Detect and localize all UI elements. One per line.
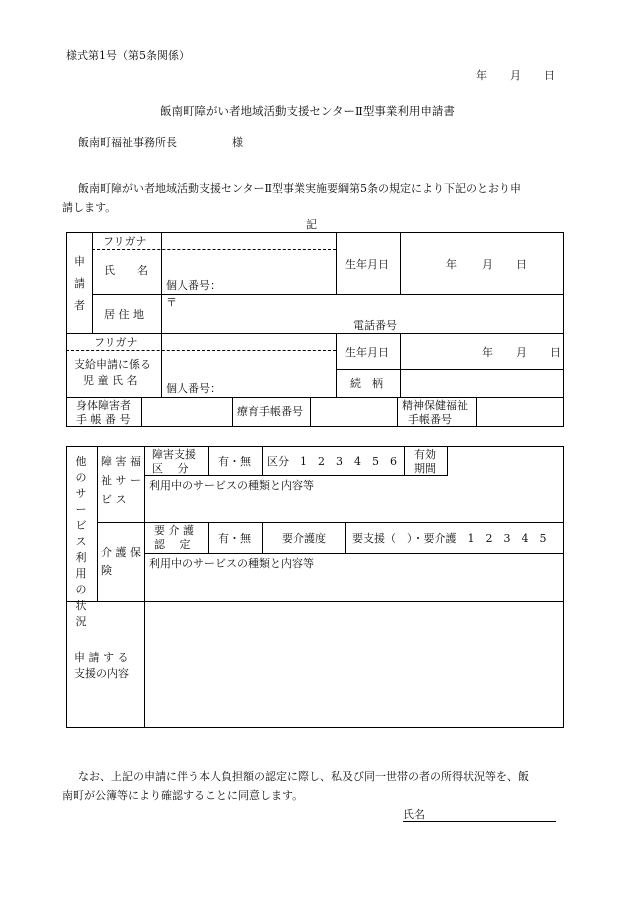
dob-year: 年 (446, 258, 457, 271)
child-personal-number-label: 個人番号： (166, 382, 221, 395)
care-level-scale: 要支援（ ）・要介護 1 2 3 4 5 (352, 532, 547, 545)
row-divider (66, 333, 564, 334)
consent-text-line-2: 南町が公簿等により確認することに同意します。 (62, 789, 304, 802)
disability-service-label-2: 祉 サ ー (101, 474, 141, 487)
signature-label: 氏名 (403, 808, 425, 821)
col-divider (447, 446, 448, 475)
care-cert-label-1: 要 介 護 (154, 524, 194, 537)
date-month-label: 月 (510, 69, 521, 82)
row-divider (66, 601, 564, 602)
care-insurance-label-1: 介 護 保 (101, 546, 141, 559)
address-label: 居 住 地 (104, 308, 144, 321)
applicant-label-1: 申 (74, 255, 85, 268)
col-divider (161, 232, 162, 397)
col-divider (476, 397, 477, 427)
ryoiku-cert-label: 療育手帳番号 (237, 405, 303, 418)
physical-cert-label-1: 身体障害者 (76, 399, 131, 412)
col-divider (232, 397, 233, 427)
row-divider (144, 553, 564, 554)
col-divider (336, 232, 337, 294)
date-day-label: 日 (544, 69, 555, 82)
yes-no-2: 有・無 (218, 532, 251, 545)
date-year-label: 年 (476, 69, 487, 82)
col-divider (336, 333, 337, 397)
child-dob-day: 日 (550, 346, 561, 359)
care-insurance-label-2: 険 (101, 564, 112, 577)
applicant-label-2: 請 (74, 277, 85, 290)
name-label: 氏 名 (104, 264, 148, 277)
child-label-1: 支給申請に係る (74, 358, 151, 371)
child-dob-year: 年 (482, 346, 493, 359)
row-divider (92, 294, 564, 295)
col-divider (400, 232, 401, 294)
support-content-label-1: 申 請 す る (74, 651, 129, 664)
child-furigana-label: フリガナ (94, 336, 138, 349)
disability-service-label-1: 障 害 福 (101, 455, 141, 468)
row-divider (336, 369, 564, 370)
child-dob-label: 生年月日 (345, 346, 389, 359)
support-class-label-2: 区 分 (152, 462, 189, 475)
yes-no-1: 有・無 (218, 455, 251, 468)
furigana-divider (92, 249, 336, 250)
personal-number-label: 個人番号： (166, 279, 221, 292)
disability-service-label-3: ビ ス (101, 493, 127, 506)
phone-label: 電話番号 (353, 319, 397, 332)
class-scale: 区分 1 2 3 4 5 6 (267, 455, 397, 468)
validity-label-2: 期間 (414, 462, 436, 475)
col-divider (208, 522, 209, 553)
col-divider (404, 446, 405, 475)
col-divider (262, 446, 263, 475)
validity-label-1: 有効 (414, 448, 436, 461)
intro-text-line-2: 請します。 (62, 201, 117, 214)
col-divider (97, 446, 98, 601)
care-cert-label-2: 認 定 (154, 538, 191, 551)
support-class-label-1: 障害支援 (152, 448, 196, 461)
form-number: 様式第1号（第5条関係） (66, 49, 190, 62)
applicant-label-3: 者 (74, 299, 85, 312)
services-in-use-label-2: 利用中のサービスの種類と内容等 (149, 557, 314, 570)
col-divider (400, 333, 401, 397)
consent-text-line-1: なお、上記の申請に伴う本人負担額の認定に際し、私及び同一世帯の者の所得状況等を、飯 (78, 770, 529, 783)
services-in-use-label-1: 利用中のサービスの種類と内容等 (149, 479, 314, 492)
ki-label: 記 (306, 218, 317, 231)
furigana-label: フリガナ (103, 235, 147, 248)
dob-label: 生年月日 (345, 258, 389, 271)
service-table-border (66, 446, 564, 728)
intro-text-line-1: 飯南町障がい者地域活動支援センターⅡ型事業実施要綱第5条の規定により下記のとおり申 (78, 182, 522, 195)
row-divider (144, 475, 448, 476)
col-divider (397, 397, 398, 427)
child-dob-month: 月 (516, 346, 527, 359)
col-divider (208, 446, 209, 475)
care-level-label: 要介護度 (282, 532, 326, 545)
col-divider (262, 522, 263, 553)
child-furigana-divider (66, 350, 336, 351)
col-divider (310, 397, 311, 427)
dob-month: 月 (482, 258, 493, 271)
support-content-label-2: 支援の内容 (74, 667, 129, 680)
col-divider (141, 397, 142, 427)
signature-line (403, 821, 556, 822)
postal-mark: 〒 (166, 296, 177, 309)
mental-cert-label-2: 手帳番号 (408, 413, 452, 426)
other-service-status-label: 他のサービス利用の状況 (75, 455, 87, 628)
dob-day: 日 (516, 258, 527, 271)
mental-cert-label-1: 精神保健福祉 (402, 399, 468, 412)
child-label-2: 児 童 氏 名 (83, 374, 138, 387)
form-title: 飯南町障がい者地域活動支援センターⅡ型事業利用申請書 (160, 104, 455, 118)
col-divider (92, 232, 93, 333)
relation-label: 続 柄 (350, 377, 383, 390)
physical-cert-label-2: 手 帳 番 号 (76, 413, 131, 426)
addressee: 飯南町福祉事務所長 (78, 136, 177, 149)
col-divider (345, 522, 346, 553)
col-divider (144, 446, 145, 728)
honorific: 様 (232, 136, 243, 149)
row-divider (97, 522, 564, 523)
